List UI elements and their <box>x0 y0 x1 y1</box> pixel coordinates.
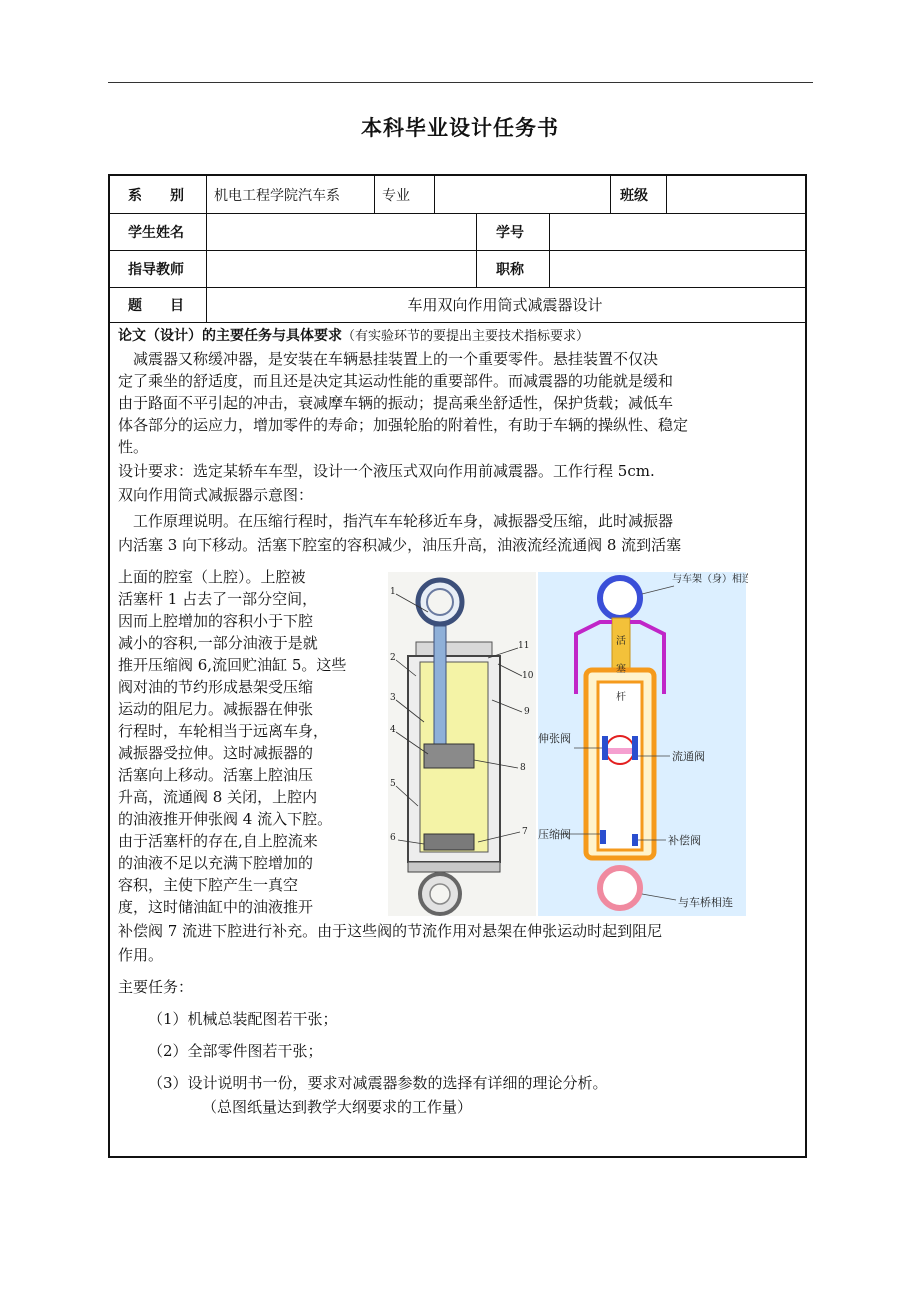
principle-line: 工作原理说明。在压缩行程时，指汽车车轮移近车身，减振器受压缩，此时减振器 <box>118 512 674 530</box>
wrap-line: 活塞向上移动。活塞上腔油压 <box>118 766 314 784</box>
part-number-label: 11 <box>518 641 530 651</box>
student-id-value <box>556 213 786 250</box>
principle-line: 内活塞 3 向下移动。活塞下腔室的容积减少，油压升高，油液流经流通阀 8 流到活塞 <box>118 536 682 554</box>
department-label: 系 别 <box>128 187 184 204</box>
wrap-line: 减振器受拉伸。这时减振器的 <box>118 744 314 762</box>
wrap-line: 上面的腔室（上腔）。上腔被 <box>118 568 306 586</box>
part-number-label: 10 <box>522 671 534 681</box>
part-number-label: 1 <box>390 587 396 597</box>
topic-value: 车用双向作用筒式减震器设计 <box>407 296 603 314</box>
department-value: 机电工程学院汽车系 <box>214 187 340 204</box>
task-item: （3）设计说明书一份，要求对减震器参数的选择有详细的理论分析。 <box>148 1074 608 1092</box>
advisor-value <box>214 250 474 287</box>
rod-label-char: 活 <box>616 636 626 647</box>
task-item: （1）机械总装配图若干张； <box>148 1010 338 1028</box>
form-row-department <box>110 176 805 214</box>
wrap-line: 的油液不足以充满下腔增加的 <box>118 854 314 872</box>
document-title: 本科毕业设计任务书 <box>361 116 559 140</box>
task-form-table <box>108 174 807 1158</box>
principle-wrapped-text <box>118 566 376 918</box>
header-rule <box>108 82 813 83</box>
shock-absorber-figure <box>388 572 748 926</box>
major-value <box>440 176 610 213</box>
part-number-label: 9 <box>524 707 530 717</box>
requirements-heading: 论文（设计）的主要任务与具体要求（有实验环节的要提出主要技术指标要求） <box>118 328 590 344</box>
axle-connection-label: 与车桥相连 <box>678 896 733 909</box>
wrap-line: 活塞杆 1 占去了一部分空间， <box>118 590 318 608</box>
shock-absorber-diagram <box>388 572 748 926</box>
frame-connection-label: 与车架（身）相连 <box>672 574 748 585</box>
wrap-line: 容积，主使下腔产生一真空 <box>118 876 299 894</box>
part-number-label: 5 <box>390 779 396 789</box>
wrap-line: 运动的阻尼力。减振器在伸张 <box>118 700 314 718</box>
intro-line: 体各部分的运应力，增加零件的寿命；加强轮胎的附着性，有助于车辆的操纵性、稳定 <box>118 416 689 434</box>
principle-tail-line: 补偿阀 7 流进下腔进行补充。由于这些阀的节流作用对悬架在伸张运动时起到阻尼 <box>118 922 663 940</box>
student-name-value <box>214 213 474 250</box>
wrap-line: 推开压缩阀 6,流回贮油缸 5。这些 <box>118 656 347 674</box>
colored-schematic <box>538 572 748 916</box>
part-number-label: 8 <box>520 763 526 773</box>
sectional-drawing <box>388 572 536 916</box>
intro-line: 性。 <box>118 438 149 456</box>
rank-value <box>556 250 786 287</box>
major-label: 专业 <box>382 187 410 204</box>
part-number-label: 3 <box>390 693 396 703</box>
part-number-label: 2 <box>390 653 396 663</box>
form-row-advisor <box>110 250 805 288</box>
tasks-heading: 主要任务： <box>118 978 194 996</box>
form-row-topic <box>110 287 805 323</box>
part-number-label: 4 <box>390 725 396 735</box>
part-number-label: 6 <box>390 833 396 843</box>
wrap-line: 因而上腔增加的容积小于下腔 <box>118 612 314 630</box>
class-label: 班级 <box>620 187 648 204</box>
topic-label: 题 目 <box>128 297 184 314</box>
intro-line: 减震器又称缓冲器，是安装在车辆悬挂装置上的一个重要零件。悬挂装置不仅决 <box>118 350 659 368</box>
wrap-line: 行程时，车轮相当于远离车身， <box>118 722 329 740</box>
part-number-label: 7 <box>522 827 528 837</box>
student-id-label: 学号 <box>496 224 524 241</box>
wrap-line: 的油液推开伸张阀 4 流入下腔。 <box>118 810 333 828</box>
compression-valve-label: 压缩阀 <box>538 828 571 841</box>
intro-line: 由于路面不平引起的冲击，衰减摩车辆的振动；提高乘坐舒适性，保护货载；减低车 <box>118 394 674 412</box>
wrap-line: 减小的容积,一部分油液于是就 <box>118 634 318 652</box>
design-requirement: 设计要求：选定某轿车车型，设计一个液压式双向作用前减震器。工作行程 5cm. <box>118 462 655 480</box>
student-name-label: 学生姓名 <box>128 224 184 241</box>
intro-line: 定了乘坐的舒适度，而且还是决定其运动性能的重要部件。而减震器的功能就是缓和 <box>118 372 674 390</box>
class-value <box>672 176 792 213</box>
advisor-label: 指导教师 <box>128 261 184 278</box>
diagram-caption: 双向作用筒式减振器示意图： <box>118 486 314 504</box>
wrap-line: 阀对油的节约形成悬架受压缩 <box>118 678 314 696</box>
rebound-valve-label: 伸张阀 <box>538 732 571 745</box>
rank-label: 职称 <box>496 261 524 278</box>
form-row-student <box>110 213 805 251</box>
wrap-line: 升高，流通阀 8 关闭，上腔内 <box>118 788 318 806</box>
rod-label-char: 塞 <box>616 664 626 675</box>
wrap-line: 由于活塞杆的存在,自上腔流来 <box>118 832 318 850</box>
flow-valve-label: 流通阀 <box>672 750 705 763</box>
wrap-line: 度，这时储油缸中的油液推开 <box>118 898 314 916</box>
rod-label-char: 杆 <box>616 692 626 703</box>
compensation-valve-label: 补偿阀 <box>668 834 701 847</box>
principle-tail-line: 作用。 <box>118 946 164 964</box>
task-item: （2）全部零件图若干张； <box>148 1042 323 1060</box>
tasks-note: （总图纸量达到教学大纲要求的工作量） <box>202 1098 473 1116</box>
